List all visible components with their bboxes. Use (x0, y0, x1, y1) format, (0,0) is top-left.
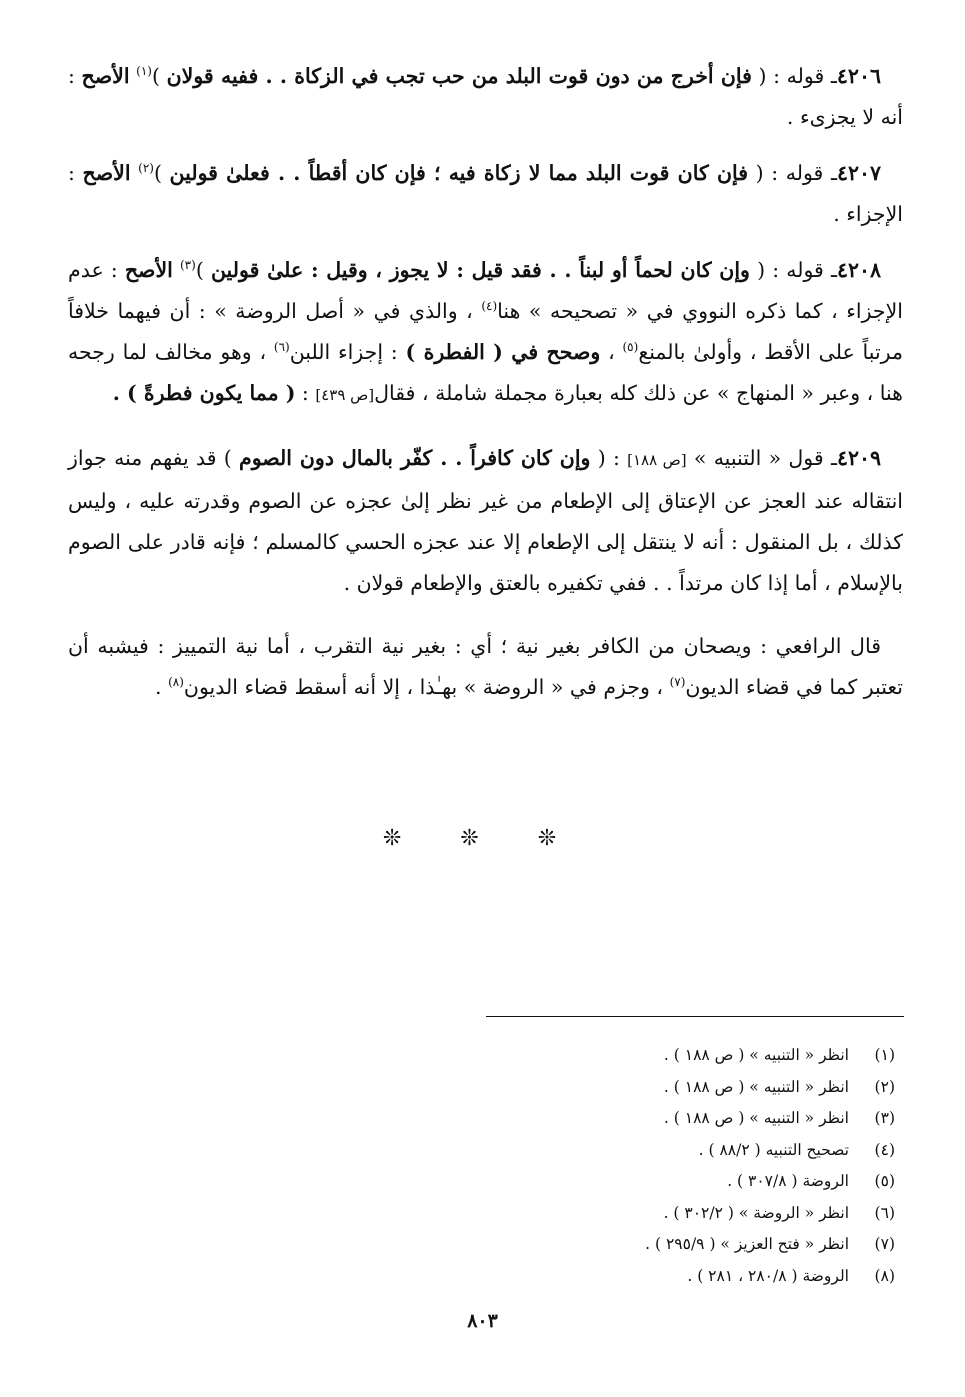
entry-quote-close: ) (195, 258, 211, 282)
entry-number: ٤٢٠٩ (836, 446, 882, 470)
footnote-text: تصحيح التنبيه ( ٨٨/٢ ) . (698, 1140, 849, 1159)
entry-dash: ـ (824, 64, 837, 88)
footnote-ref: (٦) (273, 340, 290, 355)
main-text (68, 56, 903, 723)
paragraph-text: ، وجزم في « الروضة » بهـٰذا ، إلا أنه أسقط قضاء الديون (183, 675, 670, 699)
footnote-ref: (٣) (179, 258, 196, 273)
paragraph-text: قال الرافعي : ويصحان من الكافر بغير نية ؛ أي : بغير نية التقرب ، أما نية التمييز : فيشبه أن تعتبر كما في قضاء الديون (68, 634, 903, 699)
entry-quote-close: ) (223, 446, 239, 470)
entry-label: الأصح (124, 258, 173, 282)
entry-quote: وإن كان لحماً أو لبناً . . فقد قيل : لا يجوز ، وقيل : علىٰ قولين (210, 258, 750, 282)
footnote-ref: (٤) (481, 299, 498, 314)
footnote-number: (٥) (874, 1172, 895, 1190)
footnote-item (475, 1198, 895, 1230)
page-number: ٨٠٣ (467, 1310, 498, 1332)
entry-bold-text: وصحح في ( الفطرة ) (405, 340, 601, 364)
footnote-text: انظر « التنبيه » ( ص ١٨٨ ) . (663, 1077, 849, 1096)
entry-dash: ـ (823, 161, 837, 185)
footnote-item (475, 1135, 895, 1167)
footnote-text: انظر « التنبيه » ( ص ١٨٨ ) . (663, 1046, 849, 1064)
footnote-text: انظر « فتح العزيز » ( ٢٩٥/٩ ) . (645, 1235, 849, 1253)
footnote-number: (٤) (874, 1140, 895, 1159)
footnote-number: (٦) (874, 1203, 895, 1222)
entry-text: : إجزاء اللبن (289, 340, 406, 364)
entry-lead: : ( (590, 446, 628, 470)
entry-text: : أنه لا يجزىء . (68, 64, 903, 129)
entry-number: ٤٢٠٧ (836, 161, 881, 185)
footnote-number: (٢) (874, 1077, 895, 1096)
entry-text: قد يفهم منه جواز انتقاله عند العجز عن الإعتاق إلى الإطعام من غير نظر إلىٰ عجزه عن الصوم وقدرته عليه ، وليس كذلك ، بل المنقول : أنه لا ينتقل إلى الإطعام إلا عند عجزه الحسي كالمسلم ؛ فإنه قادر على الصوم بالإسلام ، أما إذا كان مرتداً . . ففي تكفيره بالعتق والإطعام قولان . (68, 446, 903, 595)
page-reference: [ص ٤٣٩] (315, 386, 375, 404)
footnote-ref: (٨) (168, 675, 184, 690)
footnote-item (475, 1166, 895, 1198)
entry-lead: قول « التنبيه » (686, 446, 824, 470)
entry-text: : عدم الإجزاء ، كما ذكره النووي في « تصحيحه » هنا (68, 258, 903, 323)
entry-dash: ـ (823, 258, 837, 282)
footnote-item (475, 1040, 895, 1072)
rafii-paragraph (68, 626, 903, 708)
footnote-ref: (١) (136, 64, 152, 79)
footnote-item (475, 1072, 895, 1104)
entry-4206 (68, 56, 903, 138)
entry-dash: ـ (823, 446, 837, 470)
footnote-ref: (٥) (622, 340, 639, 355)
entry-4207 (68, 153, 903, 235)
entry-number: ٤٢٠٨ (836, 258, 882, 282)
footnote-item (475, 1103, 895, 1135)
footnote-number: (١) (874, 1046, 895, 1064)
entry-lead: قوله : ( (748, 161, 824, 185)
footnotes-list (475, 1040, 895, 1292)
footnote-text: انظر « التنبيه » ( ص ١٨٨ ) . (663, 1109, 849, 1127)
entry-text: ، (600, 340, 623, 364)
entry-quote: فإن كان قوت البلد مما لا زكاة فيه ؛ فإن كان أقطاً . . فعلىٰ قولين (169, 161, 749, 185)
section-separator: ❊ ❊ ❊ (382, 826, 583, 851)
entry-text: ، وهو مخالف لما رجحه هنا ، وعبر « المنهاج » عن ذلك كله بعبارة مجملة شاملة ، فقال (68, 340, 903, 405)
entry-lead: قوله : ( (751, 64, 825, 88)
entry-label: الأصح (82, 161, 131, 185)
footnote-text: انظر « الروضة » ( ٣٠٢/٢ ) . (663, 1203, 849, 1222)
entry-label: الأصح (81, 64, 130, 88)
entry-lead: قوله : ( (749, 258, 824, 282)
footnote-ref: (٢) (138, 161, 154, 176)
footnote-ref: (٧) (669, 675, 686, 690)
entry-text: ، والذي في « أصل الروضة » : أن فيهما خلافاً مرتباً على الأقط ، وأولىٰ بالمنع (68, 299, 903, 364)
entry-number: ٤٢٠٦ (836, 64, 881, 88)
footnote-text: الروضة ( ٣٠٧/٨ ) . (727, 1172, 849, 1190)
footnote-number: (٨) (874, 1266, 895, 1285)
entry-quote-close: ) (153, 161, 170, 185)
entry-quote-close: ) (151, 64, 167, 88)
footnote-number: (٣) (874, 1109, 895, 1127)
page-reference: [ص ١٨٨] (627, 451, 687, 469)
footnote-text: الروضة ( ٢٨٠/٨ ، ٢٨١ ) . (687, 1266, 849, 1285)
entry-quote: وإن كان كافراً . . كفّر بالمال دون الصوم (239, 446, 591, 470)
entry-quote: فإن أخرج من دون قوت البلد من حب تجب في الزكاة . . ففيه قولان (166, 64, 752, 88)
entry-4209 (68, 438, 903, 604)
entry-text: : الإجزاء . (68, 161, 903, 226)
entry-bold-text: ( مما يكون فطرةً ) . (112, 381, 296, 405)
entry-text: : (295, 381, 316, 405)
footnote-item (475, 1229, 895, 1261)
entry-4208 (68, 250, 903, 416)
footnote-item (475, 1261, 895, 1293)
footnote-rule (486, 1016, 904, 1017)
footnote-number: (٧) (874, 1235, 895, 1253)
paragraph-text: . (155, 675, 169, 699)
